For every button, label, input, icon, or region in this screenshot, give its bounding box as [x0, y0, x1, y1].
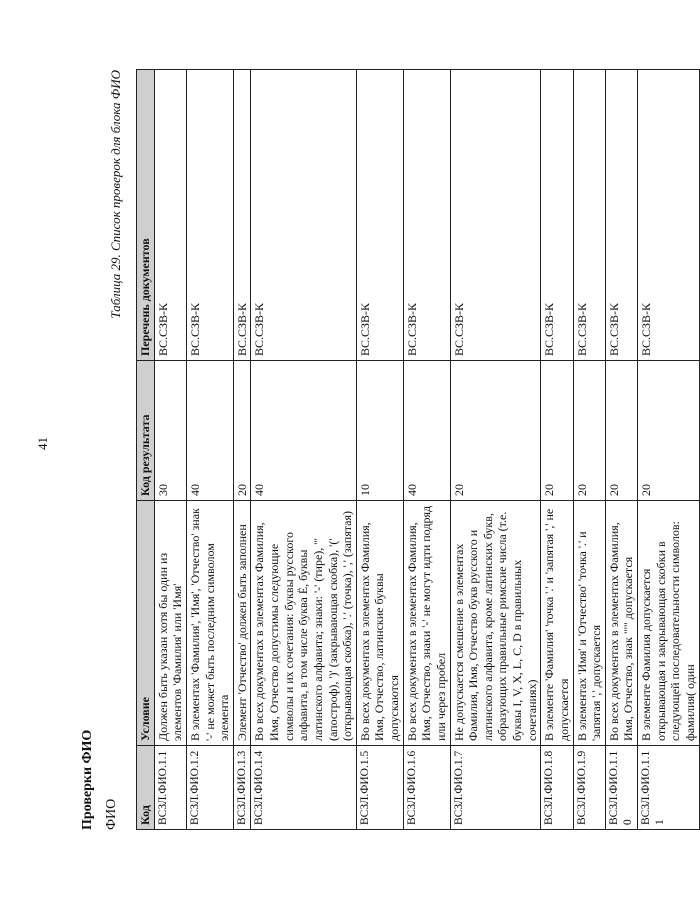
- row-condition: Должен быть указан хотя бы один из элементов 'Фамилия' или 'Имя': [154, 501, 186, 746]
- row-result-code: 20: [450, 361, 541, 501]
- row-documents: ВС.СЗВ-К: [251, 70, 356, 361]
- table-row: [638, 70, 700, 830]
- row-code: ВСЗЛ.ФИО.1.3: [233, 746, 251, 830]
- row-result-code: 10: [356, 361, 403, 501]
- table-row: [541, 70, 573, 830]
- table-row: [186, 70, 233, 830]
- row-code: ВСЗЛ.ФИО.1.7: [450, 746, 541, 830]
- row-condition: В элементах 'Имя' и 'Отчество' 'точка '.' и 'запятая ',' допускается: [573, 501, 605, 746]
- table-row: [605, 70, 637, 830]
- table-row: [356, 70, 403, 830]
- row-result-code: 20: [573, 361, 605, 501]
- table-row: [403, 70, 450, 830]
- row-code: ВСЗЛ.ФИО.1.9: [573, 746, 605, 830]
- row-code: ВСЗЛ.ФИО.1.10: [605, 746, 637, 830]
- table-row: [233, 70, 251, 830]
- row-condition: Во всех документах в элементах Фамилия, Имя, Отчество, знак "'" допускается: [605, 501, 637, 746]
- row-documents: ВС.СЗВ-К: [186, 70, 233, 361]
- row-documents: ВС.СЗВ-К: [605, 70, 637, 361]
- row-documents: ВС.СЗВ-К: [573, 70, 605, 361]
- row-code: ВСЗЛ.ФИО.1.1: [154, 746, 186, 830]
- row-result-code: 40: [186, 361, 233, 501]
- row-documents: ВС.СЗВ-К: [356, 70, 403, 361]
- table-row: [573, 70, 605, 830]
- row-result-code: 40: [251, 361, 356, 501]
- row-condition: Во всех документах в элементах Фамилия, Имя, Отчество, латинские буквы допускаются: [356, 501, 403, 746]
- header-condition: Условие: [137, 501, 155, 746]
- checks-table: [136, 69, 700, 830]
- row-code: ВСЗЛ.ФИО.1.4: [251, 746, 356, 830]
- row-result-code: 20: [605, 361, 637, 501]
- rotated-document-content: [80, 70, 697, 830]
- row-condition: В элементе Фамилия допускается открывающая и закрывающая скобки в следующей последовательности символов: фамилия( один: [638, 501, 700, 746]
- row-documents: ВС.СЗВ-К: [541, 70, 573, 361]
- row-documents: ВС.СЗВ-К: [233, 70, 251, 361]
- table-header-row: [137, 70, 155, 830]
- row-condition: Во всех документах в элементах Фамилия, Имя, Отчество допустимы следующие символы и их сочетания: буквы русского алфавита, в том числе буква Ё, буквы латинского алфавита; знаки: '-' (тире), ''' (апостроф), ')' (закрывающая скобка), '(' (открывающая скобка), '.' (точка), ',' (запятая): [251, 501, 356, 746]
- table-row: [251, 70, 356, 830]
- row-documents: ВС.СЗВ-К: [154, 70, 186, 361]
- section-subtitle: ФИО: [104, 798, 119, 830]
- row-result-code: 30: [154, 361, 186, 501]
- row-code: ВСЗЛ.ФИО.1.5: [356, 746, 403, 830]
- section-title: Проверки ФИО: [80, 729, 95, 830]
- row-documents: ВС.СЗВ-К: [403, 70, 450, 361]
- row-condition: Не допускается смешение в элементах Фамилия, Имя, Отчество букв русского и латинского алфавита, кроме латинских букв, образующих правильные римские числа (т.е. буквы I, V, X, L, C, D в правильных сочетаниях): [450, 501, 541, 746]
- row-result-code: 20: [638, 361, 700, 501]
- table-row: [450, 70, 541, 830]
- row-code: ВСЗЛ.ФИО.1.11: [638, 746, 700, 830]
- row-result-code: 20: [541, 361, 573, 501]
- table-caption: Таблица 29. Список проверок для блока ФИО: [108, 70, 123, 319]
- row-documents: ВС.СЗВ-К: [638, 70, 700, 361]
- row-result-code: 20: [233, 361, 251, 501]
- header-documents: Перечень документов: [137, 70, 155, 361]
- page-number: 41: [35, 437, 50, 450]
- row-condition: Элемент 'Отчество' должен быть заполнен: [233, 501, 251, 746]
- row-condition: В элементе 'Фамилия' 'точка '.' и 'запятая ',' не допускается: [541, 501, 573, 746]
- row-condition: В элементах 'Фамилия', 'Имя', 'Отчество' знак '-' не может быть последним символом элемента: [186, 501, 233, 746]
- header-code: Код: [137, 746, 155, 830]
- row-result-code: 40: [403, 361, 450, 501]
- row-code: ВСЗЛ.ФИО.1.6: [403, 746, 450, 830]
- row-code: ВСЗЛ.ФИО.1.2: [186, 746, 233, 830]
- header-result-code: Код результата: [137, 361, 155, 501]
- row-documents: ВС.СЗВ-К: [450, 70, 541, 361]
- table-row: [154, 70, 186, 830]
- row-code: ВСЗЛ.ФИО.1.8: [541, 746, 573, 830]
- row-condition: Во всех документах в элементах Фамилия, Имя, Отчество, знаки '-' не могут идти подряд или через пробел: [403, 501, 450, 746]
